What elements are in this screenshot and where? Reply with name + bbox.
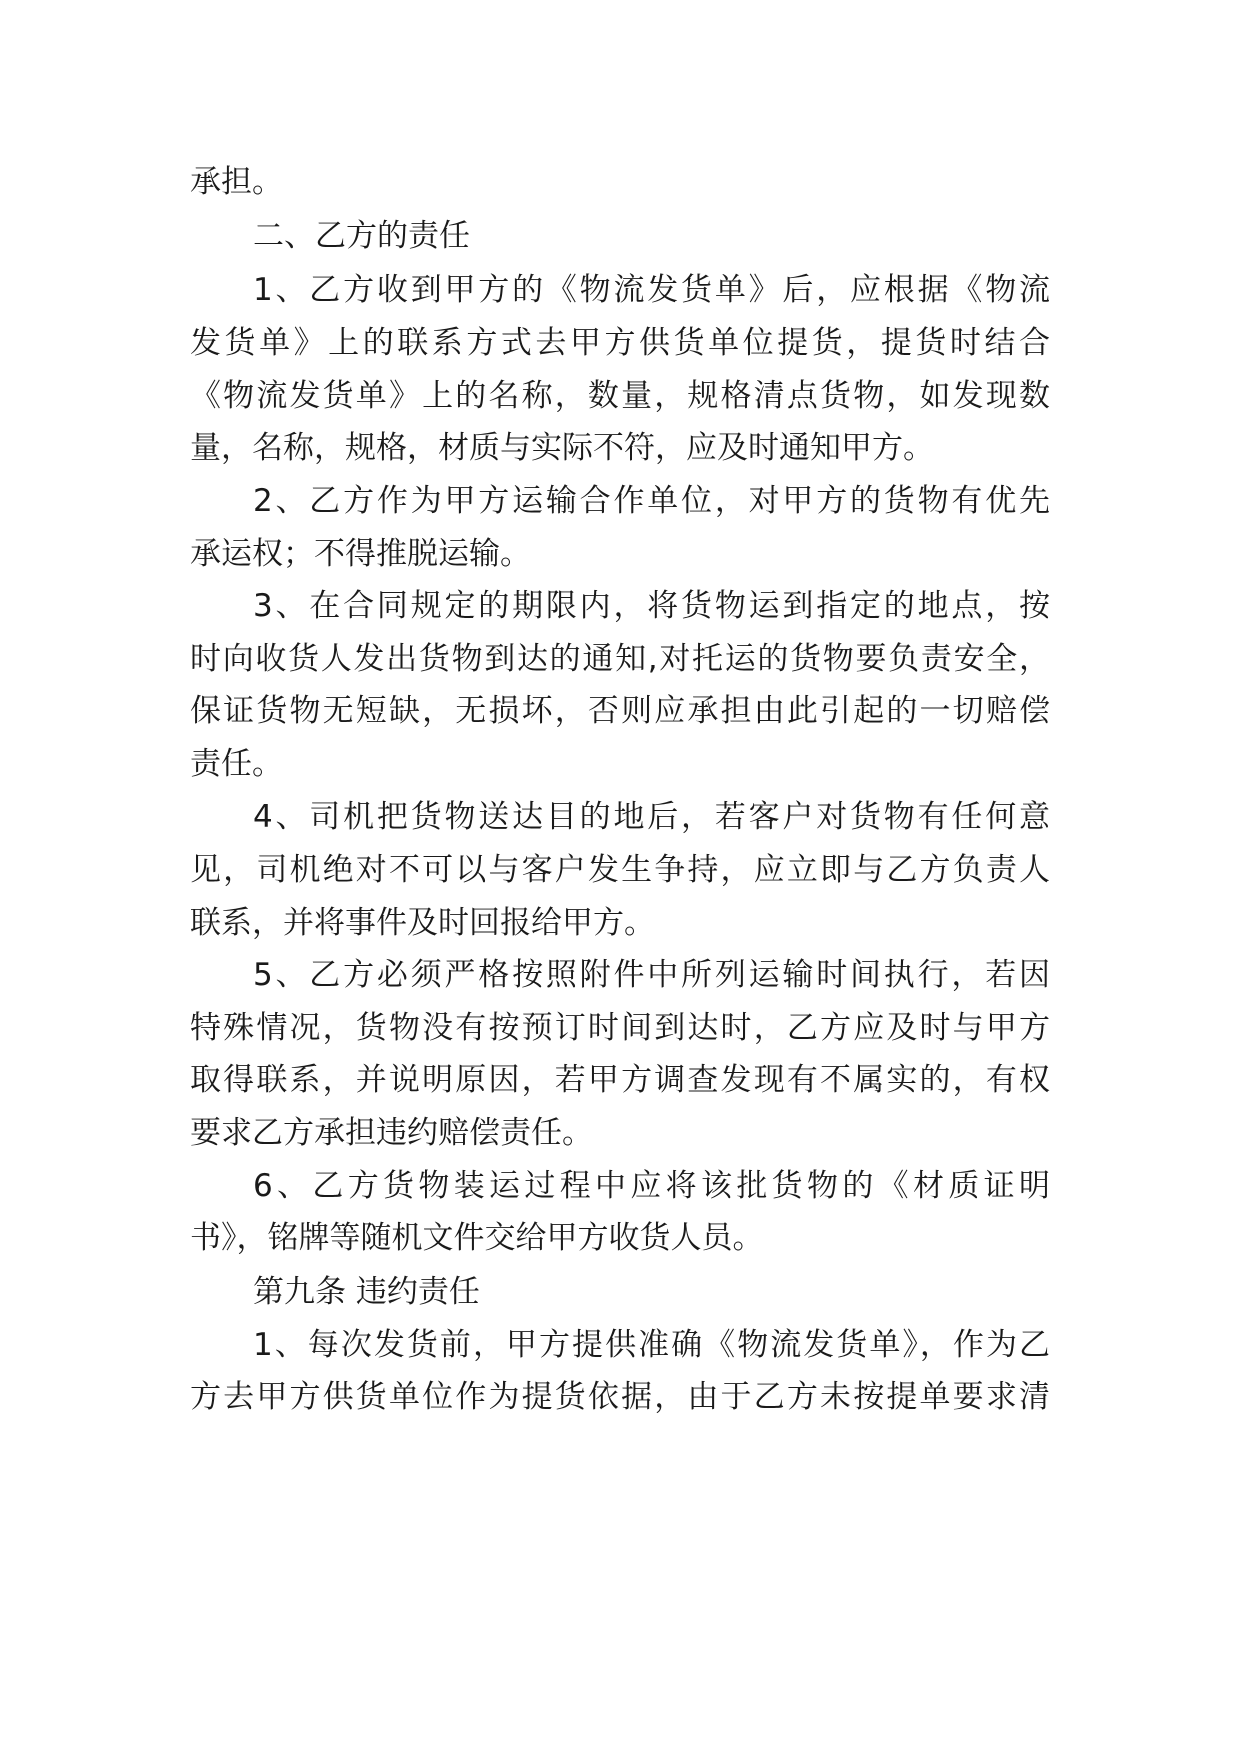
text-line: 6、乙方货物装运过程中应将该批货物的《材质证明: [253, 1168, 1050, 1204]
text-line: 发货单》上的联系方式去甲方供货单位提货，提货时结合: [190, 325, 1050, 361]
text-line: 取得联系，并说明原因，若甲方调查发现有不属实的，有权: [190, 1062, 1050, 1098]
text-line: 联系，并将事件及时回报给甲方。: [190, 905, 655, 941]
text-line: 承运权；不得推脱运输。: [190, 536, 531, 572]
text-line: 保证货物无短缺，无损坏，否则应承担由此引起的一切赔偿: [190, 693, 1050, 729]
text-line: 1、乙方收到甲方的《物流发货单》后，应根据《物流: [253, 272, 1050, 308]
text-line: 要求乙方承担违约赔偿责任。: [190, 1115, 593, 1151]
text-line: 1、每次发货前，甲方提供准确《物流发货单》，作为乙: [253, 1327, 1050, 1363]
text-line: 书》，铭牌等随机文件交给甲方收货人员。: [190, 1220, 764, 1256]
text-line: 方去甲方供货单位作为提货依据，由于乙方未按提单要求清: [190, 1379, 1050, 1415]
text-line: 量，名称，规格，材质与实际不符，应及时通知甲方。: [190, 430, 934, 466]
text-line: 责任。: [190, 746, 283, 782]
text-line: 4、司机把货物送达目的地后，若客户对货物有任何意: [253, 799, 1050, 835]
text-line: 3、在合同规定的期限内，将货物运到指定的地点，按: [253, 588, 1050, 624]
text-line: 《物流发货单》上的名称，数量，规格清点货物，如发现数: [190, 378, 1050, 414]
article-heading: 第九条 违约责任: [253, 1274, 480, 1310]
text-line: 特殊情况，货物没有按预订时间到达时，乙方应及时与甲方: [190, 1010, 1050, 1046]
text-line: 2、乙方作为甲方运输合作单位，对甲方的货物有优先: [253, 483, 1050, 519]
text-line: 见，司机绝对不可以与客户发生争持，应立即与乙方负责人: [190, 852, 1050, 888]
section-heading: 二、乙方的责任: [253, 218, 470, 254]
text-line: 承担。: [190, 164, 283, 200]
text-line: 时向收货人发出货物到达的通知,对托运的货物要负责安全，: [190, 641, 1050, 677]
text-line: 5、乙方必须严格按照附件中所列运输时间执行，若因: [253, 957, 1050, 993]
